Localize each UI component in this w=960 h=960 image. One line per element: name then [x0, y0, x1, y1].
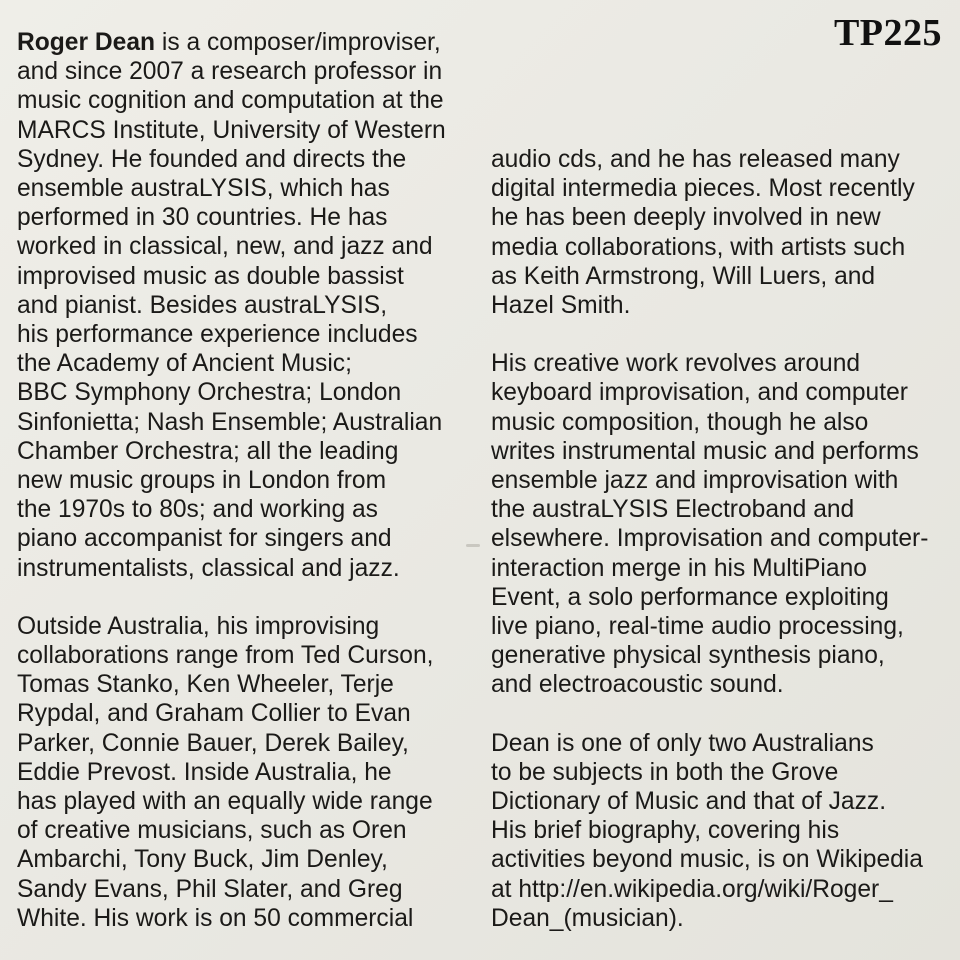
- paragraph-gap: [491, 700, 951, 729]
- bio-paragraph-creative-work: [491, 349, 951, 699]
- bio-line: live piano, real-time audio processing,: [491, 613, 904, 641]
- bio-line: the 1970s to 80s; and working as: [17, 496, 378, 524]
- bio-line: to be subjects in both the Grove: [491, 758, 839, 786]
- bio-line: His creative work revolves around: [491, 350, 861, 378]
- bio-line: Eddie Prevost. Inside Australia, he: [17, 758, 392, 786]
- bio-line: interaction merge in his MultiPiano: [491, 554, 867, 582]
- wikipedia-link-line: at http://en.wikipedia.org/wiki/Roger_: [491, 875, 893, 903]
- bio-line: as Keith Armstrong, Will Luers, and: [491, 262, 876, 290]
- bio-line: Dean is one of only two Australians: [491, 729, 874, 757]
- paragraph-gap: [491, 320, 951, 349]
- bio-line: media collaborations, with artists such: [491, 233, 906, 261]
- bio-paragraph-recordings: [491, 145, 951, 320]
- paragraph-gap: [17, 583, 477, 612]
- bio-line: music cognition and computation at the: [17, 87, 444, 115]
- bio-line: activities beyond music, is on Wikipedia: [491, 846, 923, 874]
- bio-line: elsewhere. Improvisation and computer-: [491, 525, 929, 553]
- bio-line: he has been deeply involved in new: [491, 204, 881, 232]
- bio-line: the Academy of Ancient Music;: [17, 350, 352, 378]
- bio-line: has played with an equally wide range: [17, 788, 433, 816]
- bio-line: Parker, Connie Bauer, Derek Bailey,: [17, 729, 409, 757]
- bio-line: Rypdal, and Graham Collier to Evan: [17, 700, 411, 728]
- bio-line: ensemble jazz and improvisation with: [491, 467, 899, 495]
- catalog-number: TP225: [833, 12, 942, 54]
- bio-line: instrumentalists, classical and jazz.: [17, 554, 400, 582]
- bio-line-text: is a composer/improviser,: [155, 29, 441, 56]
- bio-line: improvised music as double bassist: [17, 262, 404, 290]
- bio-paragraph-intro: [17, 28, 477, 583]
- bio-line: Dictionary of Music and that of Jazz.: [491, 788, 887, 816]
- bio-left-column: [17, 28, 477, 933]
- artist-name: Roger Dean: [17, 29, 156, 56]
- bio-line: Outside Australia, his improvising: [17, 612, 380, 640]
- bio-line: and pianist. Besides austraLYSIS,: [17, 291, 388, 319]
- bio-line: audio cds, and he has released many: [491, 146, 900, 173]
- bio-paragraph-reference: [491, 729, 951, 933]
- bio-line: and electroacoustic sound.: [491, 671, 784, 699]
- bio-line: writes instrumental music and performs: [491, 437, 919, 465]
- bio-line: and since 2007 a research professor in: [17, 58, 443, 86]
- bio-right-column: [491, 145, 951, 933]
- bio-line: Ambarchi, Tony Buck, Jim Denley,: [17, 846, 388, 874]
- bio-line: Sinfonietta; Nash Ensemble; Australian: [17, 408, 443, 436]
- wikipedia-link-line: Dean_(musician).: [491, 904, 684, 932]
- bio-line: [17, 28, 477, 57]
- bio-line: generative physical synthesis piano,: [491, 642, 885, 670]
- bio-line: White. His work is on 50 commercial: [17, 904, 414, 932]
- bio-line: digital intermedia pieces. Most recently: [491, 175, 915, 203]
- bio-line: keyboard improvisation, and computer: [491, 379, 908, 407]
- bio-line: music composition, though he also: [491, 408, 869, 436]
- bio-line: Chamber Orchestra; all the leading: [17, 437, 399, 465]
- bio-line: MARCS Institute, University of Western: [17, 116, 446, 144]
- bio-line: His brief biography, covering his: [491, 817, 840, 845]
- bio-line: ensemble austraLYSIS, which has: [17, 175, 390, 203]
- bio-line: his performance experience includes: [17, 321, 418, 349]
- bio-paragraph-collaborations: [17, 612, 477, 933]
- bio-line: the austraLYSIS Electroband and: [491, 496, 855, 524]
- bio-line: of creative musicians, such as Oren: [17, 817, 407, 845]
- bio-line: collaborations range from Ted Curson,: [17, 642, 434, 670]
- bio-line: BBC Symphony Orchestra; London: [17, 379, 402, 407]
- bio-line: performed in 30 countries. He has: [17, 204, 388, 232]
- bio-line: Event, a solo performance exploiting: [491, 583, 889, 611]
- bio-line: Tomas Stanko, Ken Wheeler, Terje: [17, 671, 394, 699]
- bio-line: Hazel Smith.: [491, 292, 631, 320]
- page-smudge: [466, 544, 480, 547]
- bio-line: worked in classical, new, and jazz and: [17, 233, 433, 261]
- bio-line: Sydney. He founded and directs the: [17, 145, 407, 173]
- bio-line: piano accompanist for singers and: [17, 525, 392, 553]
- bio-line: Sandy Evans, Phil Slater, and Greg: [17, 875, 403, 903]
- bio-line: new music groups in London from: [17, 467, 387, 495]
